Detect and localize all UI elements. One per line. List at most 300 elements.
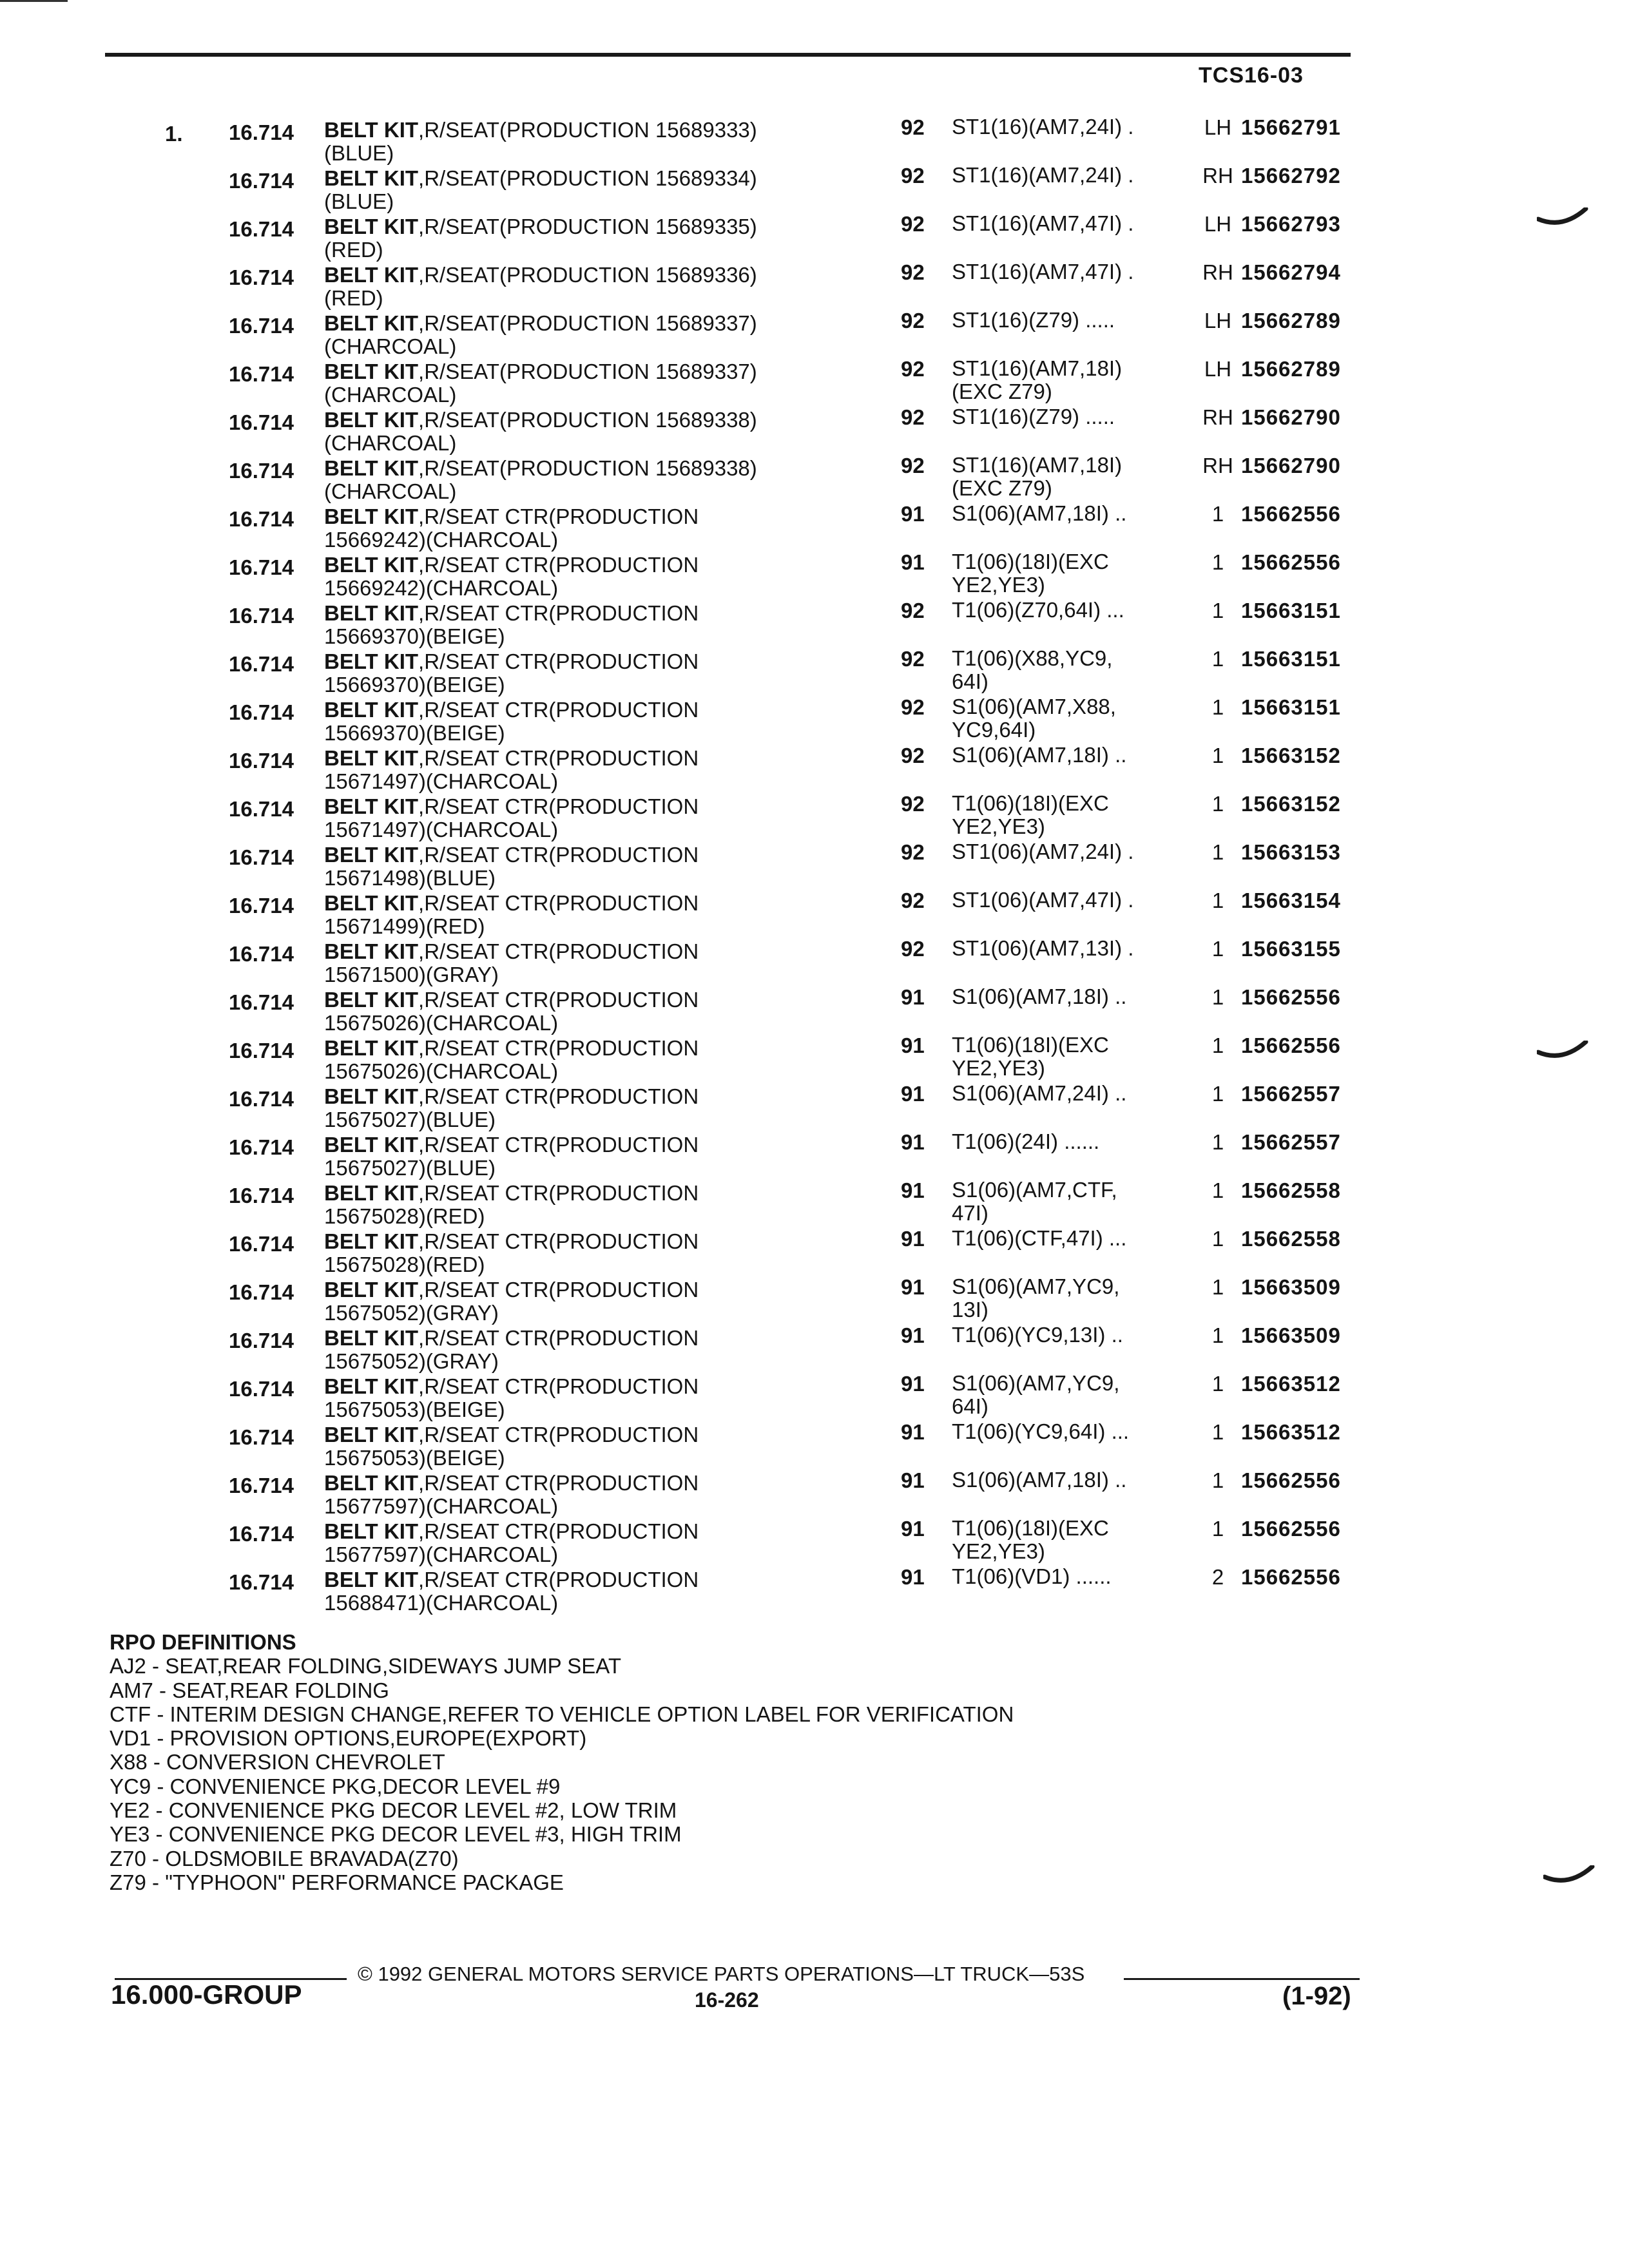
model-code: 91 (901, 1130, 925, 1154)
part-name: BELT KIT (324, 1374, 419, 1398)
part-name: BELT KIT (324, 505, 419, 528)
group-number: 16.714 (229, 410, 294, 434)
table-row (0, 209, 1629, 262)
description-line-1: ,R/SEAT(PRODUCTION 15689335) (418, 215, 757, 238)
group-number: 16.714 (229, 1425, 294, 1449)
table-row (0, 403, 1629, 455)
part-name: BELT KIT (324, 1423, 419, 1446)
rpo-definitions (110, 1630, 1014, 1894)
table-row (0, 741, 1629, 793)
rpo-definition: YE2 - CONVENIENCE PKG DECOR LEVEL #2, LOW TRIM (110, 1798, 677, 1823)
part-description (324, 167, 904, 213)
document-code: TCS16-03 (1199, 63, 1304, 88)
quantity: 1 (1211, 1178, 1224, 1202)
model-usage: S1(06)(AM7,24I) .. (952, 1081, 1127, 1105)
description-line-2: 15669370)(BEIGE) (324, 624, 505, 648)
quantity: 1 (1211, 599, 1224, 622)
header-rule (105, 53, 1351, 57)
group-number: 16.714 (229, 555, 294, 579)
description-line-1: ,R/SEAT(PRODUCTION 15689334) (418, 166, 757, 190)
rpo-definition: Z79 - "TYPHOON" PERFORMANCE PACKAGE (110, 1870, 564, 1894)
description-line-2: 15675026)(CHARCOAL) (324, 1059, 559, 1083)
part-number: 15663509 (1241, 1323, 1341, 1347)
part-number: 15662558 (1241, 1227, 1341, 1251)
model-usage: T1(06)(18I)(EXC YE2,YE3) (952, 791, 1109, 838)
rpo-definition: Z70 - OLDSMOBILE BRAVADA(Z70) (110, 1846, 459, 1870)
model-code: 91 (901, 1565, 925, 1589)
model-usage: T1(06)(18I)(EXC YE2,YE3) (952, 550, 1109, 597)
model-usage: ST1(06)(AM7,24I) . (952, 840, 1134, 863)
group-number: 16.714 (229, 1377, 294, 1401)
quantity: 1 (1211, 840, 1224, 864)
table-row (0, 1418, 1629, 1470)
part-number: 15663151 (1241, 647, 1341, 671)
part-description (324, 215, 904, 262)
table-row (0, 838, 1629, 890)
table-row (0, 1224, 1629, 1276)
part-number: 15662558 (1241, 1178, 1341, 1202)
description-line-1: ,R/SEAT CTR(PRODUCTION (418, 746, 699, 770)
rpo-definition: YC9 - CONVENIENCE PKG,DECOR LEVEL #9 (110, 1774, 561, 1798)
quantity: 1 (1211, 889, 1224, 912)
model-usage: ST1(06)(AM7,13I) . (952, 936, 1134, 960)
table-row (0, 934, 1629, 986)
model-usage: T1(06)(18I)(EXC YE2,YE3) (952, 1516, 1109, 1563)
description-line-2: (BLUE) (324, 189, 394, 213)
description-line-1: ,R/SEAT CTR(PRODUCTION (418, 505, 699, 528)
group-number: 16.714 (229, 797, 294, 821)
model-code: 92 (901, 889, 925, 912)
table-row (0, 1273, 1629, 1325)
description-line-1: ,R/SEAT CTR(PRODUCTION (418, 698, 699, 722)
part-name: BELT KIT (324, 891, 419, 915)
model-code: 91 (901, 1323, 925, 1347)
part-description (324, 747, 904, 793)
description-line-1: ,R/SEAT CTR(PRODUCTION (418, 843, 699, 867)
description-line-1: ,R/SEAT(PRODUCTION 15689337) (418, 360, 757, 383)
part-description (324, 360, 904, 407)
part-description (324, 1133, 904, 1180)
quantity: 1 (1211, 1275, 1224, 1299)
quantity: 1 (1211, 1517, 1224, 1541)
part-description (324, 1230, 904, 1276)
group-number: 16.714 (229, 700, 294, 724)
part-number: 15663509 (1241, 1275, 1341, 1299)
table-row (0, 693, 1629, 745)
part-name: BELT KIT (324, 939, 419, 963)
group-number: 16.714 (229, 749, 294, 773)
description-line-2: 15677597)(CHARCOAL) (324, 1494, 559, 1518)
model-code: 92 (901, 454, 925, 477)
model-code: 91 (901, 1517, 925, 1541)
model-code: 91 (901, 1227, 925, 1251)
model-usage: ST1(16)(Z79) ..... (952, 308, 1115, 332)
part-name: BELT KIT (324, 553, 419, 577)
part-description (324, 650, 904, 697)
part-number: 15662556 (1241, 550, 1341, 574)
part-description (324, 1423, 904, 1470)
model-usage: S1(06)(AM7,YC9, 13I) (952, 1274, 1120, 1321)
description-line-1: ,R/SEAT CTR(PRODUCTION (418, 1374, 699, 1398)
description-line-1: ,R/SEAT CTR(PRODUCTION (418, 1423, 699, 1446)
group-number: 16.714 (229, 314, 294, 338)
part-name: BELT KIT (324, 360, 419, 383)
binder-hole-mark-icon (1537, 1041, 1588, 1066)
table-row (0, 306, 1629, 358)
part-description (324, 940, 904, 986)
description-line-1: ,R/SEAT(PRODUCTION 15689336) (418, 263, 757, 287)
model-code: 91 (901, 550, 925, 574)
part-number: 15662556 (1241, 1565, 1341, 1589)
copyright-line: © 1992 GENERAL MOTORS SERVICE PARTS OPERATIONS—LT TRUCK—53S (358, 1963, 1085, 1985)
model-code: 92 (901, 599, 925, 622)
table-row (0, 1128, 1629, 1180)
model-code: 92 (901, 115, 925, 139)
quantity: RH (1202, 405, 1233, 429)
description-line-1: ,R/SEAT(PRODUCTION 15689333) (418, 118, 757, 142)
part-number: 15663153 (1241, 840, 1341, 864)
group-number: 16.714 (229, 1039, 294, 1062)
parts-list (0, 113, 1629, 1615)
rpo-definition: AM7 - SEAT,REAR FOLDING (110, 1678, 389, 1702)
description-line-1: ,R/SEAT CTR(PRODUCTION (418, 988, 699, 1012)
model-usage: T1(06)(18I)(EXC YE2,YE3) (952, 1033, 1109, 1080)
quantity: 2 (1211, 1565, 1224, 1589)
part-description (324, 1278, 904, 1325)
table-row (0, 1466, 1629, 1518)
part-number: 15663152 (1241, 744, 1341, 767)
part-name: BELT KIT (324, 408, 419, 432)
model-usage: ST1(16)(AM7,18I) (EXC Z79) (952, 356, 1123, 403)
model-code: 91 (901, 1033, 925, 1057)
quantity: LH (1204, 357, 1232, 381)
part-number: 15662792 (1241, 164, 1341, 187)
group-number: 16.714 (229, 1474, 294, 1497)
description-line-1: ,R/SEAT CTR(PRODUCTION (418, 939, 699, 963)
model-usage: S1(06)(AM7,YC9, 64I) (952, 1371, 1120, 1418)
model-code: 92 (901, 695, 925, 719)
model-code: 92 (901, 260, 925, 284)
part-description (324, 698, 904, 745)
description-line-1: ,R/SEAT CTR(PRODUCTION (418, 553, 699, 577)
group-number: 16.714 (229, 1135, 294, 1159)
group-number: 16.714 (229, 1232, 294, 1256)
table-row (0, 644, 1629, 697)
group-number: 16.714 (229, 1570, 294, 1594)
part-name: BELT KIT (324, 1084, 419, 1108)
part-name: BELT KIT (324, 118, 419, 142)
rpo-heading: RPO DEFINITIONS (110, 1630, 296, 1654)
part-number: 15663512 (1241, 1372, 1341, 1396)
part-number: 15662556 (1241, 1033, 1341, 1057)
quantity: 1 (1211, 1372, 1224, 1396)
model-usage: S1(06)(AM7,18I) .. (952, 985, 1127, 1008)
model-usage: S1(06)(AM7,18I) .. (952, 501, 1127, 525)
table-row (0, 451, 1629, 503)
part-description (324, 312, 904, 358)
group-number: 16.714 (229, 169, 294, 193)
part-number: 15663151 (1241, 599, 1341, 622)
quantity: 1 (1211, 1420, 1224, 1444)
model-usage: S1(06)(AM7,X88, YC9,64I) (952, 695, 1116, 742)
part-description (324, 843, 904, 890)
description-line-1: ,R/SEAT CTR(PRODUCTION (418, 1278, 699, 1302)
quantity: RH (1202, 260, 1233, 284)
quantity: 1 (1211, 1323, 1224, 1347)
part-name: BELT KIT (324, 263, 419, 287)
part-number: 15663151 (1241, 695, 1341, 719)
part-number: 15663155 (1241, 937, 1341, 961)
group-number: 16.714 (229, 942, 294, 966)
part-number: 15662556 (1241, 1517, 1341, 1541)
group-number: 16.714 (229, 1184, 294, 1207)
description-line-1: ,R/SEAT CTR(PRODUCTION (418, 1229, 699, 1253)
part-description (324, 1327, 904, 1373)
quantity: 1 (1211, 937, 1224, 961)
description-line-2: 15669242)(CHARCOAL) (324, 528, 559, 552)
description-line-1: ,R/SEAT CTR(PRODUCTION (418, 1084, 699, 1108)
part-name: BELT KIT (324, 988, 419, 1012)
description-line-2: 15669370)(BEIGE) (324, 673, 505, 697)
model-code: 91 (901, 985, 925, 1009)
part-number: 15662557 (1241, 1130, 1341, 1154)
group-number: 16.714 (229, 1329, 294, 1352)
description-line-1: ,R/SEAT CTR(PRODUCTION (418, 1568, 699, 1591)
part-description (324, 264, 904, 310)
rpo-list (110, 1654, 1014, 1894)
quantity: 1 (1211, 502, 1224, 526)
part-name: BELT KIT (324, 1133, 419, 1157)
table-row (0, 886, 1629, 938)
model-usage: ST1(16)(AM7,24I) . (952, 163, 1134, 187)
part-name: BELT KIT (324, 1568, 419, 1591)
quantity: RH (1202, 164, 1233, 187)
part-description (324, 1182, 904, 1228)
description-line-1: ,R/SEAT CTR(PRODUCTION (418, 1471, 699, 1495)
part-number: 15662793 (1241, 212, 1341, 236)
quantity: 1 (1211, 1033, 1224, 1057)
table-row (0, 1514, 1629, 1566)
description-line-2: 15675053)(BEIGE) (324, 1398, 505, 1421)
table-row (0, 1562, 1629, 1615)
description-line-2: 15677597)(CHARCOAL) (324, 1542, 559, 1566)
part-number: 15662556 (1241, 985, 1341, 1009)
part-name: BELT KIT (324, 1229, 419, 1253)
rpo-definition: VD1 - PROVISION OPTIONS,EUROPE(EXPORT) (110, 1726, 587, 1751)
model-usage: ST1(16)(AM7,47I) . (952, 211, 1134, 235)
part-number: 15662789 (1241, 357, 1341, 381)
table-row (0, 258, 1629, 310)
group-number: 16.714 (229, 120, 294, 144)
scan-edge-mark (0, 0, 68, 2)
description-line-1: ,R/SEAT CTR(PRODUCTION (418, 1326, 699, 1350)
model-code: 91 (901, 1420, 925, 1444)
description-line-1: ,R/SEAT CTR(PRODUCTION (418, 649, 699, 673)
footer-rule-right (1124, 1978, 1360, 1980)
quantity: 1 (1211, 1227, 1224, 1251)
description-line-1: ,R/SEAT CTR(PRODUCTION (418, 601, 699, 625)
description-line-2: (CHARCOAL) (324, 383, 457, 407)
part-name: BELT KIT (324, 311, 419, 335)
model-usage: T1(06)(YC9,13I) .. (952, 1323, 1123, 1347)
description-line-2: 15671498)(BLUE) (324, 866, 496, 890)
group-number: 16.714 (229, 265, 294, 289)
description-line-1: ,R/SEAT CTR(PRODUCTION (418, 1181, 699, 1205)
rpo-definition: X88 - CONVERSION CHEVROLET (110, 1750, 445, 1774)
table-row (0, 354, 1629, 407)
table-row (0, 161, 1629, 213)
part-description (324, 553, 904, 600)
part-description (324, 988, 904, 1035)
part-number: 15663512 (1241, 1420, 1341, 1444)
description-line-2: (CHARCOAL) (324, 479, 457, 503)
description-line-1: ,R/SEAT CTR(PRODUCTION (418, 1519, 699, 1543)
description-line-2: 15675053)(BEIGE) (324, 1446, 505, 1470)
table-row (0, 1031, 1629, 1083)
model-usage: T1(06)(CTF,47I) ... (952, 1226, 1127, 1250)
description-line-2: (BLUE) (324, 141, 394, 165)
description-line-2: 15675026)(CHARCOAL) (324, 1011, 559, 1035)
rpo-definition: YE3 - CONVENIENCE PKG DECOR LEVEL #3, HIGH TRIM (110, 1822, 682, 1847)
part-description (324, 1085, 904, 1131)
table-row (0, 1369, 1629, 1421)
group-number: 16.714 (229, 1280, 294, 1304)
model-usage: S1(06)(AM7,18I) .. (952, 1468, 1127, 1492)
model-usage: S1(06)(AM7,CTF, 47I) (952, 1178, 1117, 1225)
part-number: 15662790 (1241, 454, 1341, 477)
description-line-2: (RED) (324, 286, 383, 310)
description-line-2: 15675027)(BLUE) (324, 1156, 496, 1180)
part-number: 15662794 (1241, 260, 1341, 284)
table-row (0, 789, 1629, 841)
description-line-2: 15671497)(CHARCOAL) (324, 818, 559, 841)
part-name: BELT KIT (324, 601, 419, 625)
part-name: BELT KIT (324, 843, 419, 867)
description-line-1: ,R/SEAT(PRODUCTION 15689338) (418, 456, 757, 480)
model-code: 92 (901, 164, 925, 187)
revision-date: (1-92) (1282, 1982, 1351, 2010)
description-line-2: (CHARCOAL) (324, 431, 457, 455)
rpo-definition: AJ2 - SEAT,REAR FOLDING,SIDEWAYS JUMP SEAT (110, 1654, 621, 1678)
group-number: 16.714 (229, 1087, 294, 1111)
quantity: 1 (1211, 1082, 1224, 1106)
model-usage: ST1(16)(AM7,47I) . (952, 260, 1134, 284)
table-row (0, 548, 1629, 600)
group-number: 16.714 (229, 894, 294, 918)
model-code: 91 (901, 1275, 925, 1299)
part-name: BELT KIT (324, 649, 419, 673)
model-code: 92 (901, 405, 925, 429)
quantity: 1 (1211, 647, 1224, 671)
part-number: 15662790 (1241, 405, 1341, 429)
group-number: 16.714 (229, 1522, 294, 1546)
table-row (0, 113, 1629, 165)
table-row (0, 983, 1629, 1035)
part-description (324, 1472, 904, 1518)
model-code: 91 (901, 1468, 925, 1492)
quantity: 1 (1211, 1468, 1224, 1492)
description-line-2: 15671497)(CHARCOAL) (324, 769, 559, 793)
model-usage: T1(06)(VD1) ...... (952, 1564, 1112, 1588)
model-usage: ST1(16)(Z79) ..... (952, 405, 1115, 428)
table-row (0, 499, 1629, 552)
model-code: 92 (901, 357, 925, 381)
part-number: 15663152 (1241, 792, 1341, 816)
quantity: RH (1202, 454, 1233, 477)
part-name: BELT KIT (324, 166, 419, 190)
description-line-2: (CHARCOAL) (324, 334, 457, 358)
model-usage: S1(06)(AM7,18I) .. (952, 743, 1127, 767)
description-line-2: 15669370)(BEIGE) (324, 721, 505, 745)
quantity: 1 (1211, 744, 1224, 767)
group-number: 16.714 (229, 217, 294, 241)
model-code: 92 (901, 840, 925, 864)
part-description (324, 457, 904, 503)
description-line-1: ,R/SEAT CTR(PRODUCTION (418, 1036, 699, 1060)
quantity: 1 (1211, 695, 1224, 719)
model-usage: T1(06)(Z70,64I) ... (952, 598, 1124, 622)
quantity: 1 (1211, 550, 1224, 574)
quantity: LH (1204, 115, 1232, 139)
part-name: BELT KIT (324, 1036, 419, 1060)
part-description (324, 505, 904, 552)
description-line-1: ,R/SEAT(PRODUCTION 15689337) (418, 311, 757, 335)
model-usage: ST1(06)(AM7,47I) . (952, 888, 1134, 912)
model-code: 92 (901, 792, 925, 816)
rpo-definition: CTF - INTERIM DESIGN CHANGE,REFER TO VEHICLE OPTION LABEL FOR VERIFICATION (110, 1702, 1014, 1726)
page-number: 16-262 (695, 1988, 759, 2012)
description-line-1: ,R/SEAT(PRODUCTION 15689338) (418, 408, 757, 432)
description-line-1: ,R/SEAT CTR(PRODUCTION (418, 1133, 699, 1157)
group-number: 16.714 (229, 604, 294, 628)
model-usage: T1(06)(YC9,64I) ... (952, 1419, 1130, 1443)
model-code: 91 (901, 1178, 925, 1202)
description-line-2: 15675028)(RED) (324, 1253, 485, 1276)
part-name: BELT KIT (324, 698, 419, 722)
part-name: BELT KIT (324, 456, 419, 480)
part-name: BELT KIT (324, 794, 419, 818)
part-description (324, 1037, 904, 1083)
table-row (0, 1079, 1629, 1131)
part-number: 15663154 (1241, 889, 1341, 912)
quantity: LH (1204, 309, 1232, 332)
part-name: BELT KIT (324, 1278, 419, 1302)
model-code: 92 (901, 647, 925, 671)
part-name: BELT KIT (324, 215, 419, 238)
model-code: 91 (901, 1372, 925, 1396)
group-number: 16.714 (229, 990, 294, 1014)
binder-hole-mark-icon (1543, 1865, 1595, 1891)
description-line-2: (RED) (324, 238, 383, 262)
item-number: 1. (165, 122, 183, 146)
group-number: 16.714 (229, 362, 294, 386)
description-line-2: 15675028)(RED) (324, 1204, 485, 1228)
quantity: LH (1204, 212, 1232, 236)
part-description (324, 1568, 904, 1615)
table-row (0, 1321, 1629, 1373)
part-number: 15662556 (1241, 1468, 1341, 1492)
table-row (0, 596, 1629, 648)
model-usage: T1(06)(24I) ...... (952, 1129, 1100, 1153)
quantity: 1 (1211, 985, 1224, 1009)
model-usage: ST1(16)(AM7,18I) (EXC Z79) (952, 453, 1123, 500)
model-code: 92 (901, 309, 925, 332)
part-number: 15662557 (1241, 1082, 1341, 1106)
part-description (324, 408, 904, 455)
part-name: BELT KIT (324, 746, 419, 770)
part-description (324, 1520, 904, 1566)
model-code: 91 (901, 502, 925, 526)
